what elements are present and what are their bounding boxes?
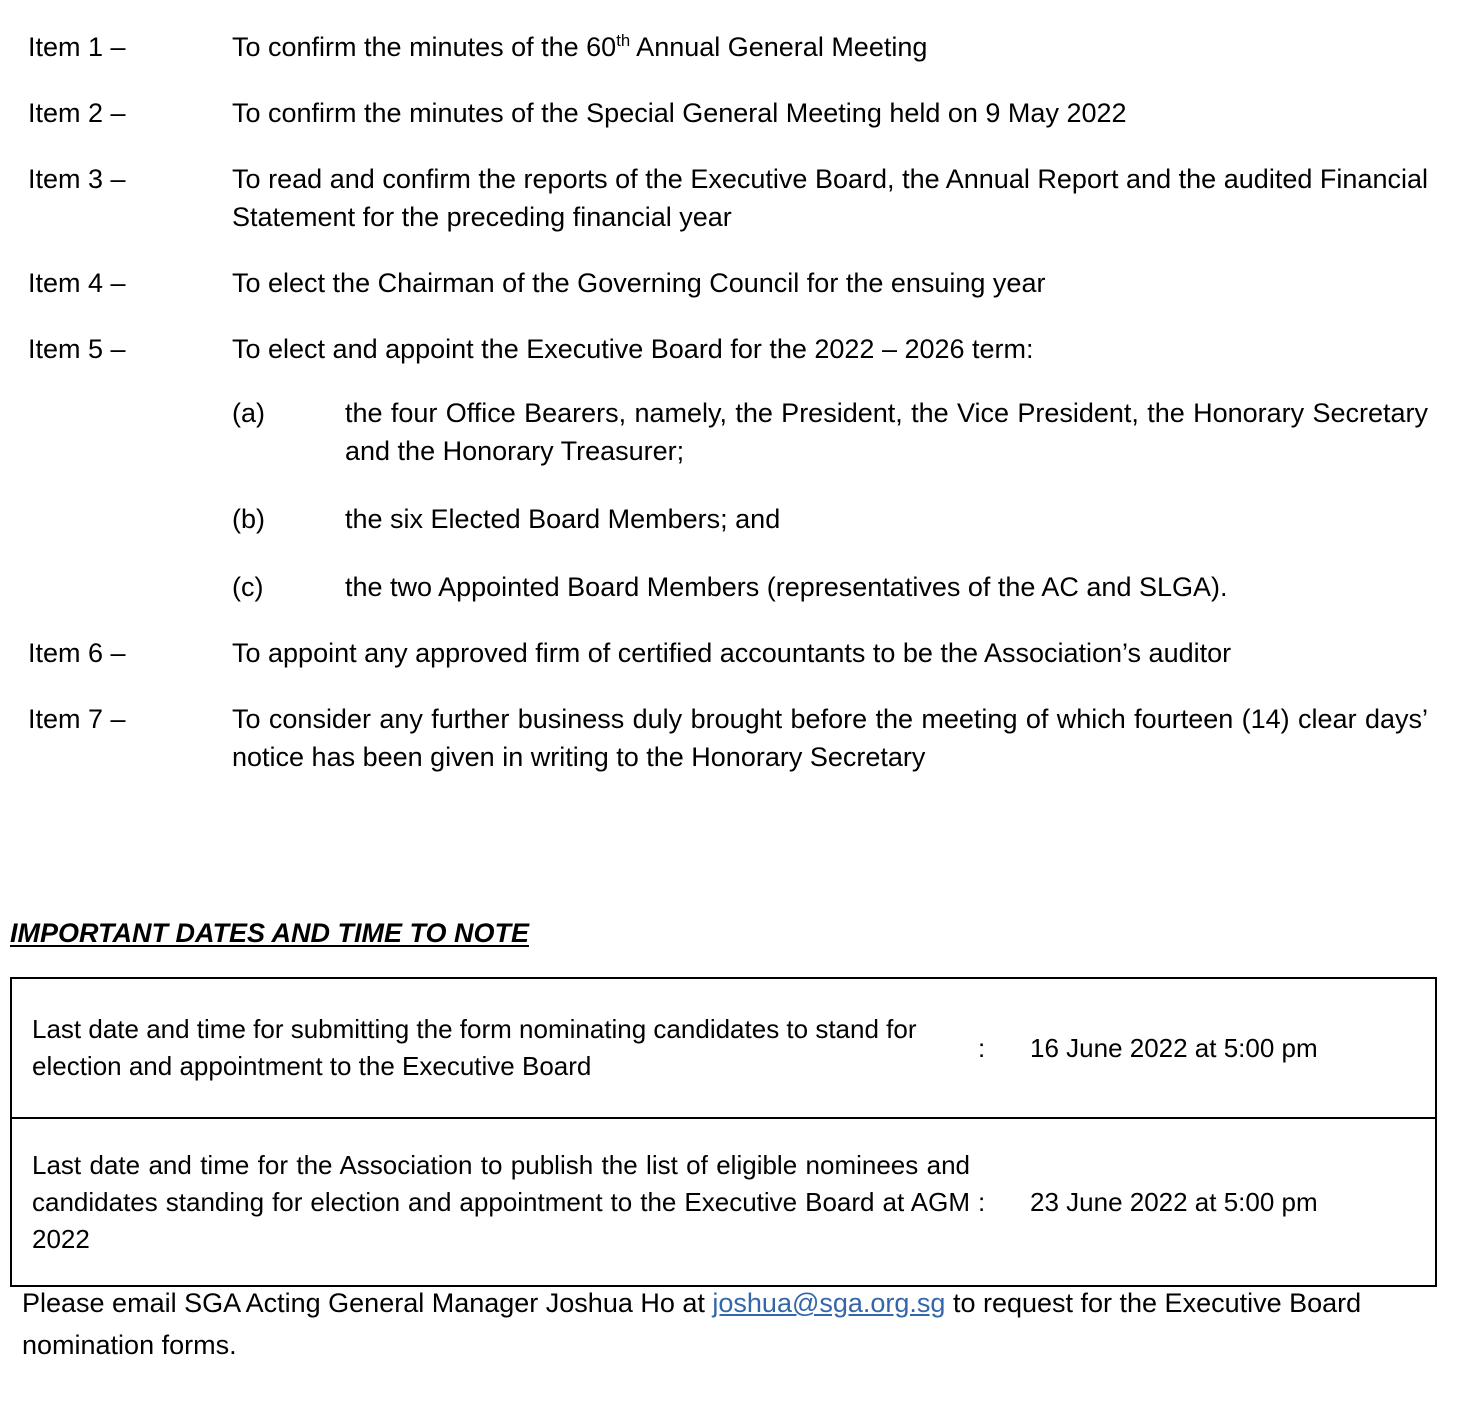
dates-row-2-separator: :	[978, 1118, 1022, 1286]
agenda-item-2	[28, 94, 1428, 132]
dates-row-1-description	[11, 978, 978, 1118]
dates-row-2-description-text: Last date and time for the Association to publish the list of eligible nominees and candidates standing for election and appointment to the Executive Board at AGM 2022	[32, 1149, 970, 1254]
agenda-item-5-subitem-a-label: (a)	[232, 398, 265, 428]
agenda-item-5-subitem-c	[232, 568, 1428, 606]
agenda-item-1-text	[232, 28, 1428, 66]
agenda-item-1-ordinal-suffix: th	[616, 31, 631, 50]
agenda-item-1	[28, 28, 1428, 66]
agenda-item-5-subitem-a	[232, 394, 1428, 470]
agenda-item-3	[28, 160, 1428, 236]
dates-row-2-description	[11, 1118, 978, 1286]
table-row	[11, 978, 1436, 1118]
agenda-item-5-subitem-a-text: the four Office Bearers, namely, the President, the Vice President, the Honorary Secretary and the Honorary Treasurer;	[345, 398, 1428, 466]
agenda-item-1-text-part2: Annual General Meeting	[630, 32, 928, 62]
agenda-item-6-text: To appoint any approved firm of certified accountants to be the Association’s auditor	[232, 638, 1232, 668]
agenda-item-3-text: To read and confirm the reports of the Executive Board, the Annual Report and the audited Financial Statement for the preceding financial year	[232, 164, 1428, 232]
dates-row-1-separator: :	[978, 978, 1022, 1118]
dates-row-1-value: 16 June 2022 at 5:00 pm	[1022, 978, 1436, 1118]
agenda-item-5-subitem-b	[232, 500, 1428, 538]
agenda-item-7-text: To consider any further business duly brought before the meeting of which fourteen (14) clear days’ notice has been given in writing to the Honorary Secretary	[232, 704, 1428, 772]
contact-note-prefix: Please email SGA Acting General Manager Joshua Ho at	[22, 1288, 713, 1318]
agenda-item-3-label: Item 3 –	[28, 164, 126, 194]
agenda-item-6-label: Item 6 –	[28, 638, 126, 668]
agenda-item-5-sublist	[232, 394, 1428, 606]
agenda-item-4	[28, 264, 1428, 302]
agenda-item-1-label: Item 1 –	[28, 32, 126, 62]
agenda-list	[28, 28, 1428, 804]
agenda-item-5-text: To elect and appoint the Executive Board for the 2022 – 2026 term:	[232, 334, 1034, 364]
agenda-item-7-label: Item 7 –	[28, 704, 126, 734]
agenda-item-5-subitem-b-text: the six Elected Board Members; and	[345, 504, 781, 534]
agenda-item-5-label: Item 5 –	[28, 334, 126, 364]
agenda-item-5-subitem-c-text: the two Appointed Board Members (representatives of the AC and SLGA).	[345, 572, 1228, 602]
important-dates-table	[10, 977, 1437, 1287]
agenda-item-1-text-part1: To confirm the minutes of the 60	[232, 32, 617, 62]
agenda-item-4-label: Item 4 –	[28, 268, 126, 298]
contact-note	[22, 1282, 1422, 1366]
agenda-item-7	[28, 700, 1428, 776]
agenda-item-5-subitem-c-label: (c)	[232, 572, 264, 602]
agenda-item-6	[28, 634, 1428, 672]
agenda-item-5-subitem-b-label: (b)	[232, 504, 265, 534]
table-row	[11, 1118, 1436, 1286]
email-link[interactable]: joshua@sga.org.sg	[712, 1288, 946, 1318]
agenda-item-2-label: Item 2 –	[28, 98, 126, 128]
dates-row-2-value: 23 June 2022 at 5:00 pm	[1022, 1118, 1436, 1286]
contact-note-suffix: to request for the Executive Board nomination forms.	[22, 1288, 1362, 1360]
agenda-item-5	[28, 330, 1428, 606]
important-dates-heading: IMPORTANT DATES AND TIME TO NOTE	[10, 918, 529, 948]
dates-row-1-description-text: Last date and time for submitting the form nominating candidates to stand for election and appointment to the Executive Board	[32, 1014, 917, 1081]
agenda-item-4-text: To elect the Chairman of the Governing Council for the ensuing year	[232, 268, 1046, 298]
agenda-item-2-text: To confirm the minutes of the Special General Meeting held on 9 May 2022	[232, 98, 1127, 128]
